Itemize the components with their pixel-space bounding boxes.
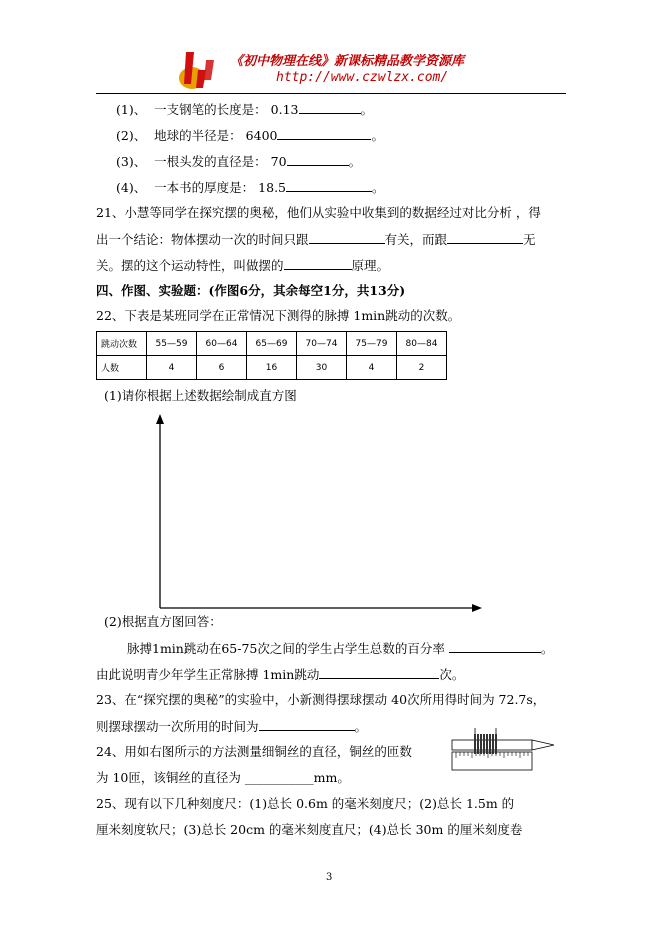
table-row: 人数 4 6 16 30 4 2 xyxy=(97,356,447,380)
q22-part-1: (1)请你根据上述数据绘制成直方图 xyxy=(104,388,297,403)
q21-line-2: 出一个结论：物体摆动一次的时间只跟 有关，而跟 无 xyxy=(96,232,536,247)
q22-intro: 22、下表是某班同学在正常情况下测得的脉搏 1min跳动的次数。 xyxy=(96,308,461,323)
header-url: http://www.czwlzx.com/ xyxy=(276,70,449,85)
answer-blank[interactable] xyxy=(277,127,371,140)
histogram-axes[interactable] xyxy=(150,412,486,614)
q20-item-3: (3)、 一根头发的直径是： 70 。 xyxy=(116,154,362,169)
pulse-table xyxy=(96,331,447,380)
q25-line-2: 厘米刻度软尺；(3)总长 20cm 的毫米刻度直尺；(4)总长 30m 的厘米刻度卷 xyxy=(96,822,523,837)
page-number: 3 xyxy=(326,872,333,883)
q22-answer-1: 脉搏1min跳动在65-75次之间的学生占学生总数的百分率 。 xyxy=(127,641,554,656)
answer-blank[interactable] xyxy=(299,101,361,114)
q21-line-3: 关。摆的这个运动特性，叫做摆的 原理。 xyxy=(96,258,390,273)
answer-blank[interactable]: ___________ xyxy=(244,770,314,785)
q22-part-2: (2)根据直方图回答： xyxy=(104,614,222,629)
answer-blank[interactable] xyxy=(319,666,439,679)
answer-blank[interactable] xyxy=(449,640,541,653)
answer-blank[interactable] xyxy=(447,231,523,244)
copper-wire-figure xyxy=(450,726,560,774)
section-heading: 四、作图、实验题：(作图6分，其余每空1分，共13分) xyxy=(96,283,406,298)
answer-blank[interactable] xyxy=(309,231,385,244)
logo-icon xyxy=(176,48,224,92)
q20-item-4: (4)、 一本书的厚度是： 18.5 。 xyxy=(116,180,385,195)
q20-item-2: (2)、 地球的半径是： 6400 。 xyxy=(116,128,384,143)
answer-blank[interactable] xyxy=(286,179,372,192)
answer-blank[interactable] xyxy=(284,257,352,270)
q24-line-1: 24、用如右图所示的方法测量细铜丝的直径，铜丝的匝数 xyxy=(96,744,412,759)
q20-item-1: (1)、 一支钢笔的长度是： 0.13 。 xyxy=(116,102,374,117)
q22-answer-2: 由此说明青少年学生正常脉搏 1min跳动 次。 xyxy=(96,667,465,682)
answer-blank[interactable] xyxy=(259,718,355,731)
answer-blank[interactable] xyxy=(287,153,349,166)
table-row: 跳动次数 55—59 60—64 65—69 70—74 75—79 80—84 xyxy=(97,332,447,356)
q24-line-2: 为 10匝，该铜丝的直径为 ___________mm。 xyxy=(96,770,350,785)
q23-line-2: 则摆球摆动一次所用的时间为 。 xyxy=(96,719,368,734)
q23-line-1: 23、在“探究摆的奥秘”的实验中，小新测得摆球摆动 40次所用得时间为 72.7s， xyxy=(96,692,546,707)
header-divider xyxy=(96,93,566,94)
q25-line-1: 25、现有以下几种刻度尺：(1)总长 0.6m 的毫米刻度尺；(2)总长 1.5m 的 xyxy=(96,796,515,811)
header-title: 《初中物理在线》新课标精品教学资源库 xyxy=(230,54,465,69)
q21-line-1: 21、小慧等同学在探究摆的奥秘，他们从实验中收集到的数据经过对比分析 ，得 xyxy=(96,205,541,220)
